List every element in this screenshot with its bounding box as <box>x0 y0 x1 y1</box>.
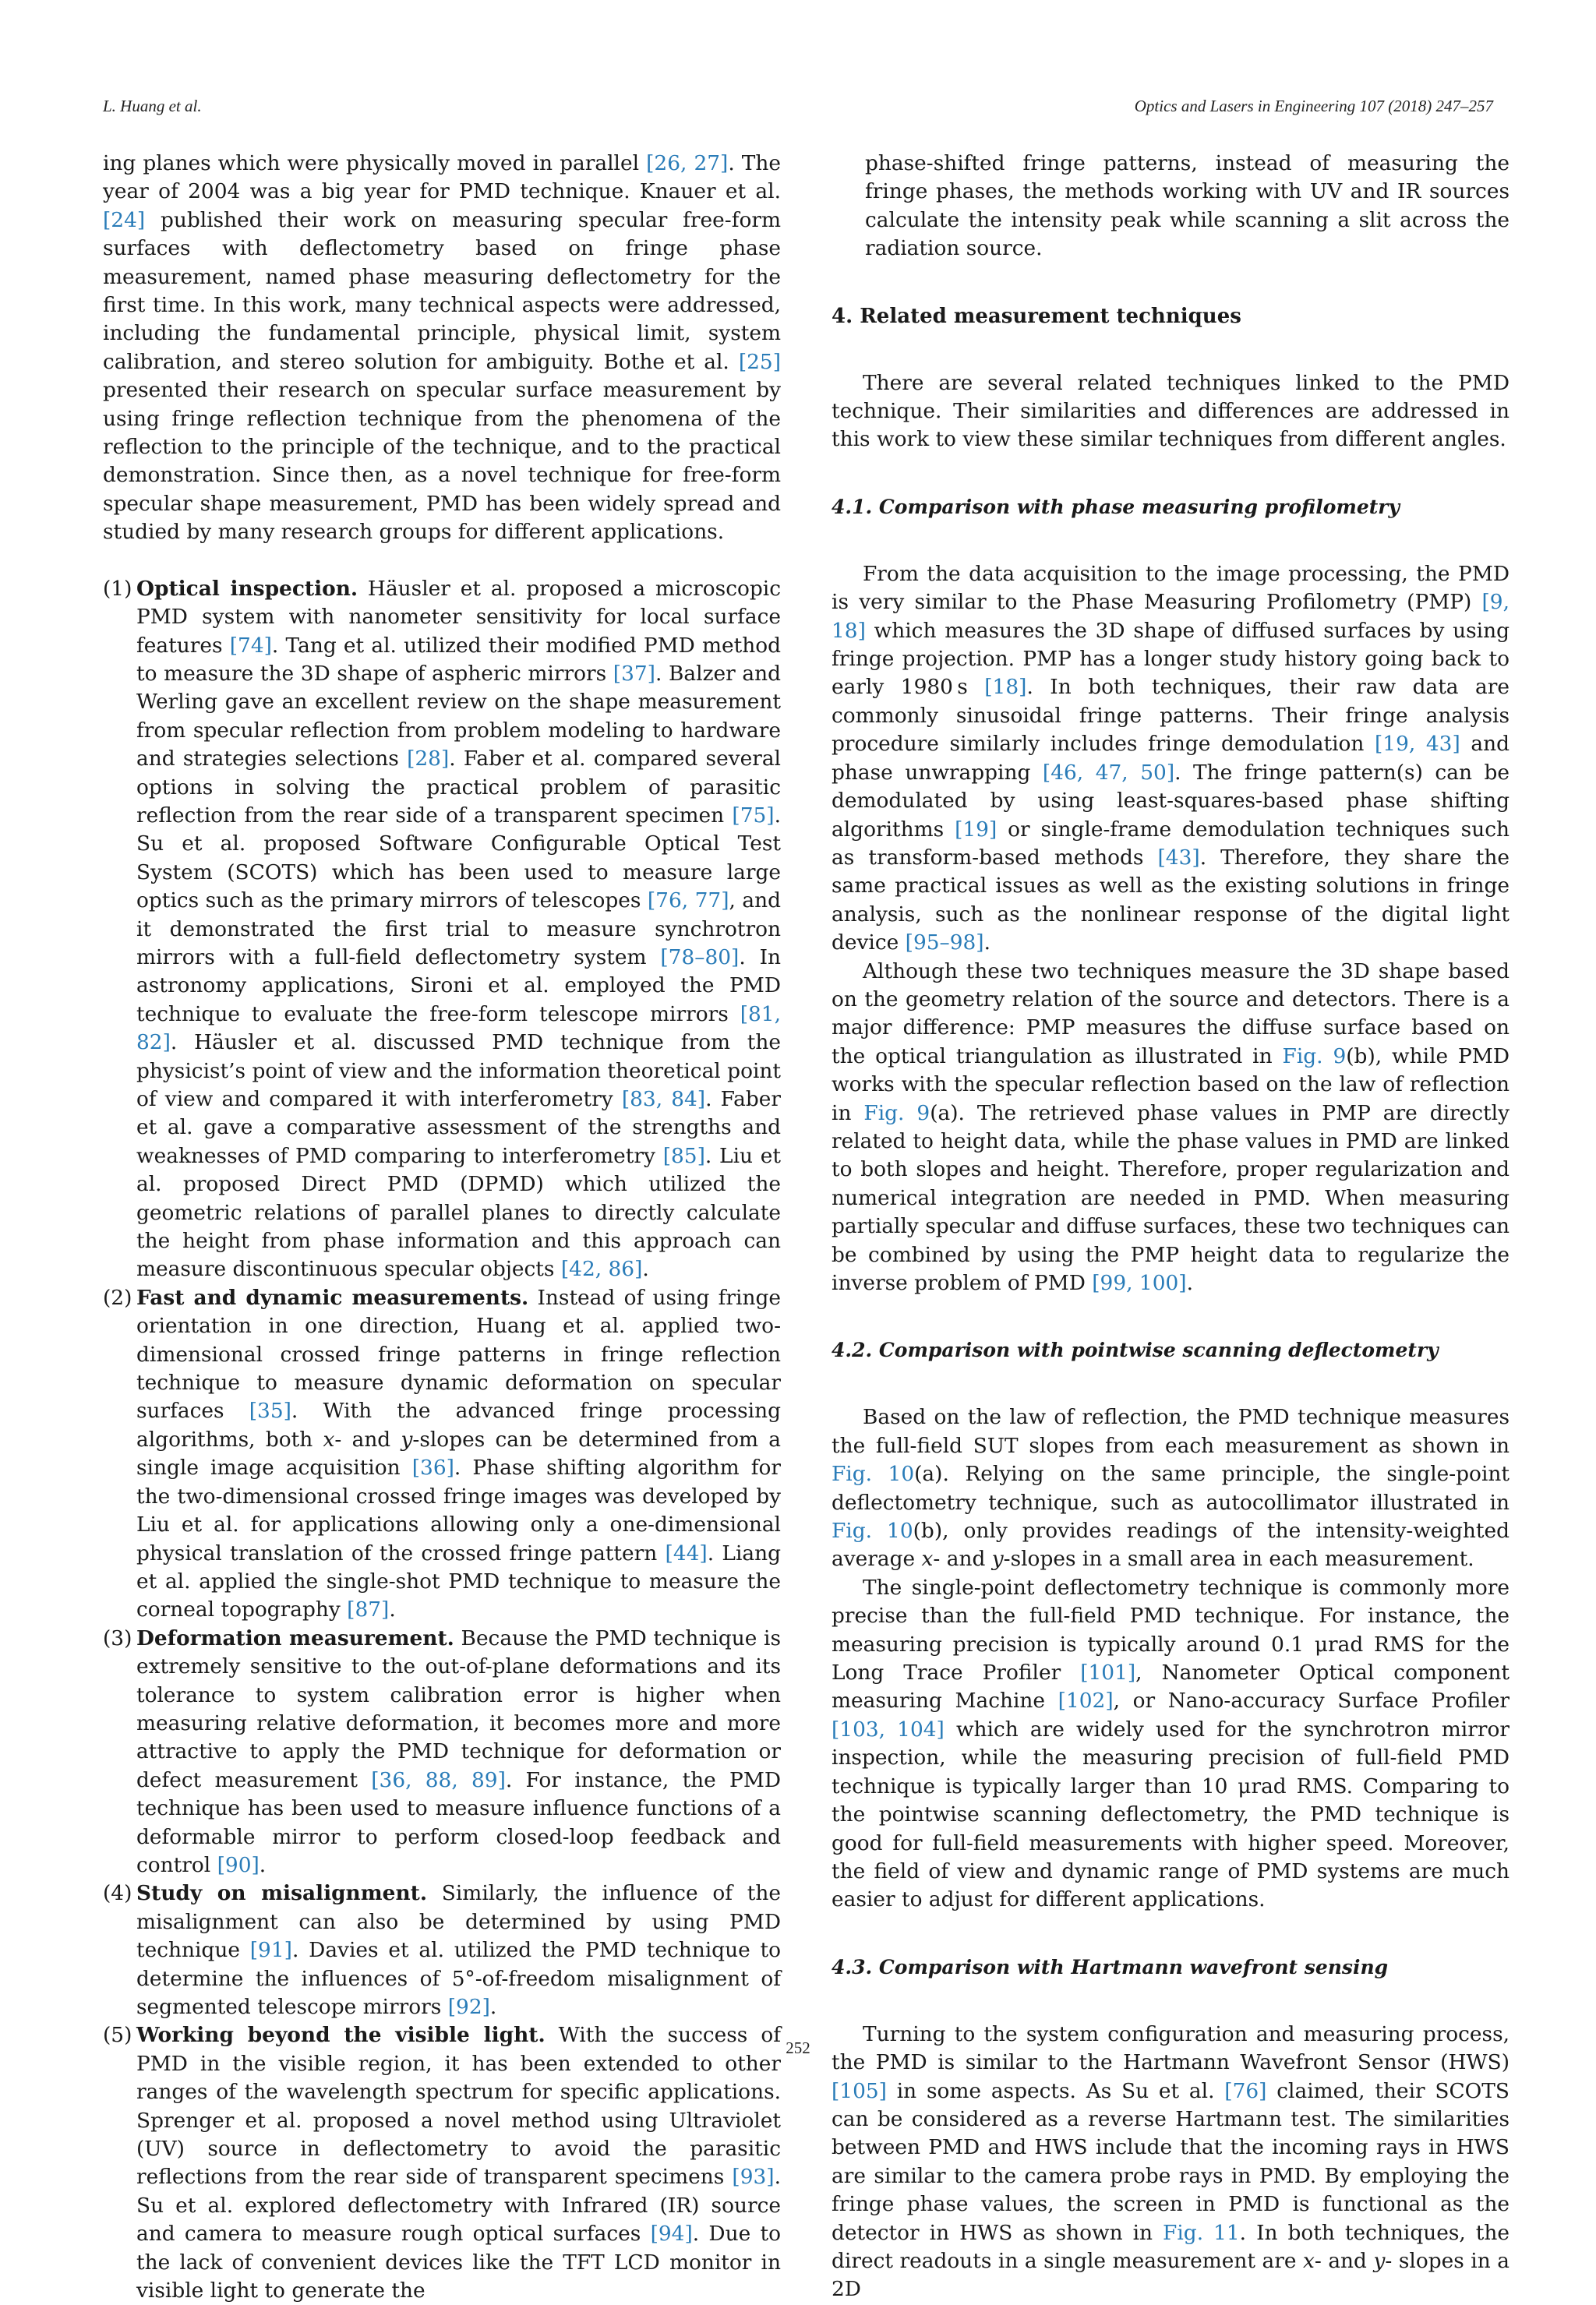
spacer <box>832 454 1509 493</box>
citation-link[interactable]: [102] <box>1058 1689 1114 1714</box>
italic-variable: y <box>991 1547 1004 1572</box>
italic-variable: y <box>401 1427 413 1452</box>
citation-link[interactable]: [81, 82] <box>136 1001 781 1055</box>
citation-link[interactable]: [18] <box>984 675 1027 700</box>
citation-link[interactable]: Fig. 10 <box>832 1519 913 1544</box>
list-item-number: (2) <box>103 1285 132 1310</box>
list-item-body: Similarly, the influence of the misalignment can also be determined by using PMD technique [91]. Davies et al. utilized the PMD technique to determine the influences of 5°-of-freedom misalignment of segmented telescope mirrors [92]. <box>136 1881 781 2019</box>
section-4-intro: There are several related techniques linked to the PMD technique. Their similarities and differences are addressed in this work to view these similar techniques from different angles. <box>832 370 1509 452</box>
spacer <box>832 1915 1509 1954</box>
spacer <box>832 263 1509 302</box>
list-item-body: Because the PMD technique is extremely sensitive to the out-of-plane deformations and its tolerance to system calibration error is higher when measuring relative deformation, it becomes more and more attractive to apply the PMD technique for deformation or defect measurement [36, 88, 89]. For instance, the PMD technique has been used to measure influence functions of a deformable mirror to perform closed-loop feedback and control [90]. <box>136 1626 781 1877</box>
citation-link[interactable]: [91] <box>249 1938 292 1963</box>
citation-link[interactable]: [75] <box>732 803 775 828</box>
list-item-title: Fast and dynamic measurements. <box>136 1285 529 1310</box>
citation-link[interactable]: [19, 43] <box>1375 732 1460 757</box>
list-item <box>103 1880 781 2021</box>
running-head-authors: L. Huang et al. <box>103 97 202 115</box>
list-item-body: Instead of using fringe orientation in one direction, Huang et al. applied two-dimensional crossed fringe patterns in fringe reflection technique to measure dynamic deformation on specular surfaces [35]. With the advanced fringe processing algorithms, both x- and y-slopes can be determined from a single image acquisition [36]. Phase shifting algorithm for the two-dimensional crossed fringe images was developed by Liu et al. for applications allowing only a one-dimensional physical translation of the crossed fringe pattern [44]. Liang et al. applied the single-shot PMD technique to measure the corneal topography [87]. <box>136 1285 782 1622</box>
section-4-3-heading: 4.3. Comparison with Hartmann wavefront sensing <box>832 1955 1389 1978</box>
citation-link[interactable]: [87] <box>347 1597 390 1622</box>
citation-link[interactable]: [44] <box>665 1541 708 1565</box>
list-item-body: With the success of PMD in the visible region, it has been extended to other ranges of the wavelength spectrum for specific applications. Sprenger et al. proposed a novel method using Ultraviolet (UV) source in deflectometry to avoid the parasitic reflections from the rear side of transparent specimens [93]. Su et al. explored deflectometry with Infrared (IR) source and camera to measure rough optical surfaces [94]. Due to the lack of convenient devices like the TFT LCD monitor in visible light to generate the <box>136 2023 781 2303</box>
italic-variable: y <box>1373 2248 1386 2273</box>
section-4-2-paragraph-2: The single-point deflectometry technique is commonly more precise than the full-field PMD technique. For instance, the measuring precision is typically around 0.1 μrad RMS for the Long Trace Profiler [101], Nanometer Optical component measuring Machine [102], or Nano-accuracy Surface Profiler [103, 104] which are widely used for the synchrotron mirror inspection, while the measuring precision of full-field PMD technique is typically larger than 10 μrad RMS. Comparing to the pointwise scanning deflectometry, the PMD technique is good for full-field measurements with higher speed. Moreover, the field of view and dynamic range of PMD systems are much easier to adjust for different applications. <box>832 1575 1509 1912</box>
section-4-2-heading: 4.2. Comparison with pointwise scanning deflectometry <box>832 1339 1439 1362</box>
list-item-number: (4) <box>103 1881 132 1906</box>
left-column <box>103 150 781 2305</box>
citation-link[interactable]: [78–80] <box>660 944 740 969</box>
list-item <box>103 1284 781 1625</box>
citation-link[interactable]: [36, 88, 89] <box>371 1767 506 1792</box>
list-item-number: (3) <box>103 1626 132 1650</box>
citation-link[interactable]: [76, 77] <box>647 888 729 913</box>
citation-link[interactable]: [37] <box>613 661 655 686</box>
citation-link[interactable]: [101] <box>1080 1661 1136 1686</box>
citation-link[interactable]: [76] <box>1224 2078 1267 2103</box>
citation-link[interactable]: Fig. 9 <box>1282 1043 1347 1068</box>
list-continuation: phase-shifted fringe patterns, instead of measuring the fringe phases, the methods working with UV and IR sources calculate the intensity peak while scanning a slit across the radiation source. <box>865 151 1509 261</box>
list-item-title: Optical inspection. <box>136 576 358 601</box>
citation-link[interactable]: [42, 86] <box>560 1257 643 1282</box>
list-item <box>103 575 781 1284</box>
spacer <box>832 330 1509 369</box>
list-item-number: (1) <box>103 576 132 601</box>
citation-link[interactable]: [28] <box>407 747 450 771</box>
citation-link[interactable]: [26, 27] <box>646 151 729 175</box>
citation-link[interactable]: [25] <box>738 349 781 374</box>
citation-link[interactable]: [19] <box>955 817 998 842</box>
citation-link[interactable]: [35] <box>249 1399 291 1424</box>
list-item-title: Deformation measurement. <box>136 1626 454 1650</box>
list-item <box>103 1625 781 1880</box>
right-column <box>832 150 1509 2304</box>
citation-link[interactable]: [24] <box>103 207 146 232</box>
citation-link[interactable]: Fig. 9 <box>863 1100 930 1125</box>
list-item-number: (5) <box>103 2023 132 2048</box>
citation-link[interactable]: [46, 47, 50] <box>1042 760 1175 785</box>
section-4-1-paragraph-1: From the data acquisition to the image processing, the PMD is very similar to the Phase Measuring Profilometry (PMP) [9, 18] which measures the 3D shape of diffused surfaces by using fringe projection. PMP has a longer study history going back to early 1980 s [18]. In both techniques, their raw data are commonly sinusoidal fringe patterns. Their fringe analysis procedure similarly includes fringe demodulation [19, 43] and phase unwrapping [46, 47, 50]. The fringe pattern(s) can be demodulated by using least-squares-based phase shifting algorithms [19] or single-frame demodulation techniques such as transform-based methods [43]. Therefore, they share the same practical issues as well as the existing solutions in fringe analysis, such as the nonlinear response of the digital light device [95–98]. <box>832 561 1510 955</box>
section-4-2-paragraph-1: Based on the law of reflection, the PMD technique measures the full-field SUT slopes from each measurement as shown in Fig. 10(a). Relying on the same principle, the single-point deflectometry technique, such as autocollimator illustrated in Fig. 10(b), only provides readings of the intensity-weighted average x- and y-slopes in a small area in each measurement. <box>832 1405 1509 1572</box>
section-4-1-heading: 4.1. Comparison with phase measuring profilometry <box>832 495 1400 518</box>
section-4-heading: 4. Related measurement techniques <box>832 304 1241 328</box>
citation-link[interactable]: [92] <box>447 1995 490 2019</box>
citation-link[interactable]: [83, 84] <box>621 1087 706 1111</box>
spacer <box>103 547 781 575</box>
section-4-1-paragraph-2: Although these two techniques measure the 3D shape based on the geometry relation of the source and detectors. There is a major difference: PMP measures the diffuse surface based on the optical triangulation as illustrated in Fig. 9(b), while PMD works with the specular reflection based on the law of reflection in Fig. 9(a). The retrieved phase values in PMP are directly related to height data, while the phase values in PMD are linked to both slopes and height. Therefore, proper regularization and numerical integration are needed in PMD. When measuring partially specular and diffuse surfaces, these two techniques can be combined by using the PMP height data to regularize the inverse problem of PMD [99, 100]. <box>832 958 1510 1295</box>
citation-link[interactable]: [74] <box>229 633 272 658</box>
italic-variable: x <box>323 1427 335 1452</box>
intro-paragraph: ing planes which were physically moved in parallel [26, 27]. The year of 2004 was a big year for PMD technique. Knauer et al. [24] published their work on measuring specular free-form surfaces with deflectometry based on fringe phase measurement, named phase measuring deflectometry for the first time. In this work, many technical aspects were addressed, including the fundamental principle, physical limit, system calibration, and stereo solution for ambiguity. Bothe et al. [25] presented their research on specular surface measurement by using fringe reflection technique from the phenomena of the reflection to the principle of the technique, and to the practical demonstration. Since then, as a novel technique for free-form specular shape measurement, PMD has been widely spread and studied by many research groups for different applications. <box>103 151 781 545</box>
spacer <box>832 1982 1509 2021</box>
citation-link[interactable]: [90] <box>217 1852 260 1877</box>
page-number: 252 <box>786 2038 810 2057</box>
spacer <box>832 521 1509 560</box>
citation-link[interactable]: [43] <box>1157 845 1200 870</box>
italic-variable: x <box>921 1547 934 1572</box>
list-item-title: Study on misalignment. <box>136 1881 428 1906</box>
citation-link[interactable]: [94] <box>650 2222 693 2247</box>
citation-link[interactable]: Fig. 10 <box>832 1462 915 1487</box>
list-item <box>103 2021 781 2305</box>
citation-link[interactable]: [103, 104] <box>832 1717 945 1742</box>
citation-link[interactable]: [99, 100] <box>1092 1271 1187 1295</box>
citation-link[interactable]: [93] <box>732 2165 775 2190</box>
spacer <box>832 1364 1509 1403</box>
citation-link[interactable]: [95–98] <box>905 930 984 955</box>
spacer <box>832 1297 1509 1336</box>
section-4-3-paragraph-1: Turning to the system configuration and measuring process, the PMD is similar to the Hartmann Wavefront Sensor (HWS) [105] in some aspects. As Su et al. [76] claimed, their SCOTS can be considered as a reverse Hartmann test. The similarities between PMD and HWS include that the incoming rays in HWS are similar to the camera probe rays in PMD. By employing the fringe phase values, the screen in PMD is functional as the detector in HWS as shown in Fig. 11. In both techniques, the direct readouts in a single measurement are x- and y- slopes in a 2D <box>832 2021 1509 2302</box>
list-item-title: Working beyond the visible light. <box>136 2023 546 2048</box>
list-item-body: Häusler et al. proposed a microscopic PMD system with nanometer sensitivity for local surface features [74]. Tang et al. utilized their modified PMD method to measure the 3D shape of aspheric mirrors [37]. Balzer and Werling gave an excellent review on the shape measurement from specular reflection from problem modeling to hardware and strategies selections [28]. Faber et al. compared several options in solving the practical problem of parasitic reflection from the rear side of a transparent specimen [75]. Su et al. proposed Software Configurable Optical Test System (SCOTS) which has been used to measure large optics such as the primary mirrors of telescopes [76, 77], and it demonstrated the first trial to measure synchrotron mirrors with a full-field deflectometry system [78–80]. In astronomy applications, Sironi et al. employed the PMD technique to evaluate the free-form telescope mirrors [81, 82]. Häusler et al. discussed PMD technique from the physicist’s point of view and the information theoretical point of view and compared it with interferometry [83, 84]. Faber et al. gave a comparative assessment of the strengths and weaknesses of PMD comparing to interferometry [85]. Liu et al. proposed Direct PMD (DPMD) which utilized the geometric relations of parallel planes to directly calculate the height from phase information and this approach can measure discontinuous specular objects [42, 86]. <box>136 576 782 1282</box>
citation-link[interactable]: [36] <box>411 1456 454 1481</box>
running-head-journal: Optics and Lasers in Engineering 107 (2018) 247–257 <box>1134 97 1493 115</box>
citation-link[interactable]: [9, 18] <box>832 590 1509 643</box>
citation-link[interactable]: Fig. 11 <box>1163 2220 1240 2245</box>
italic-variable: x <box>1302 2248 1315 2273</box>
citation-link[interactable]: [85] <box>662 1143 705 1168</box>
citation-link[interactable]: [105] <box>832 2078 887 2103</box>
